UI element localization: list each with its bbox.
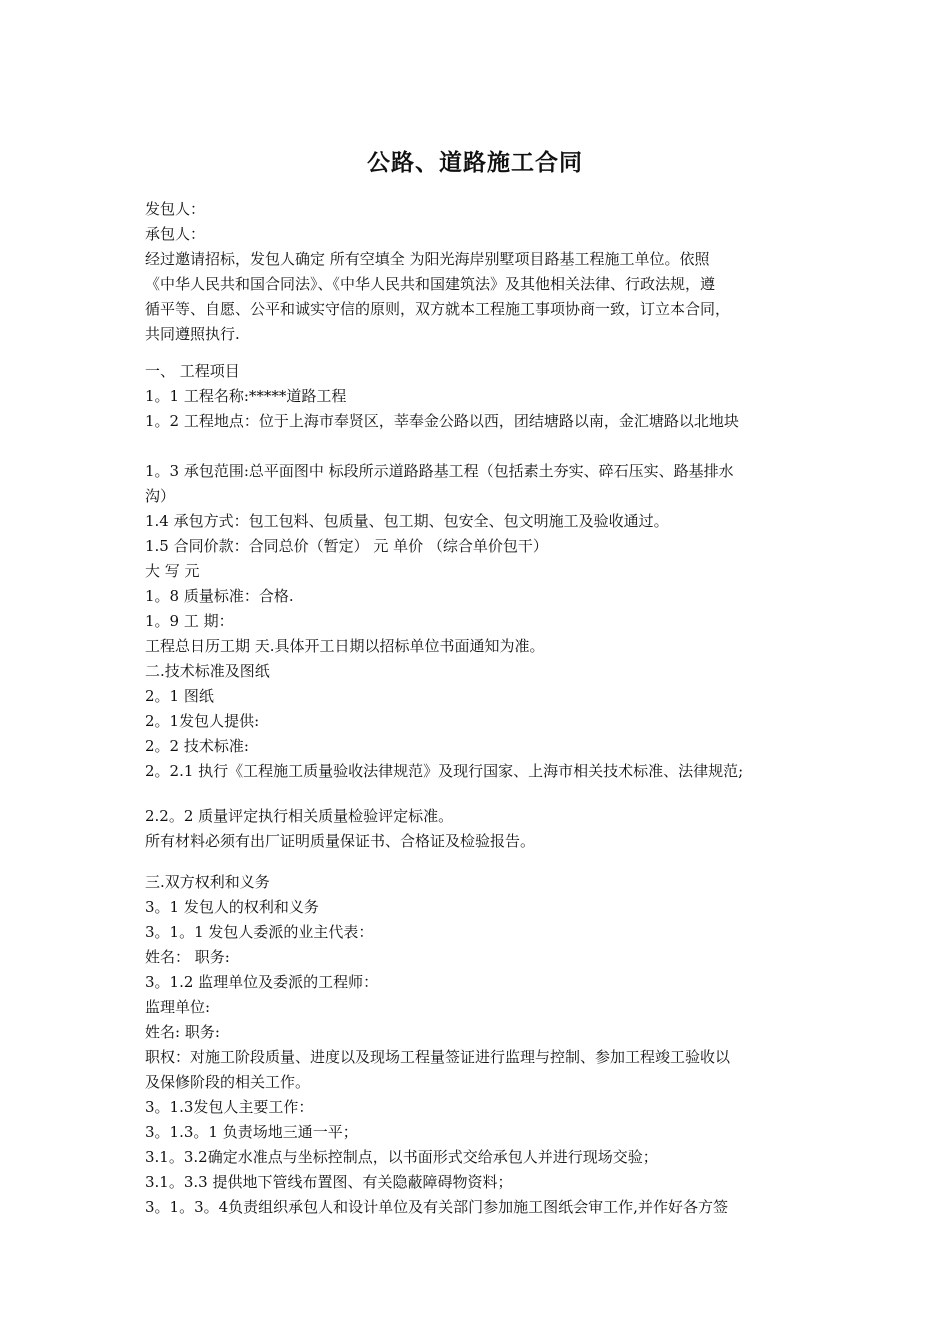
clause-line: 3。1。3。4负责组织承包人和设计单位及有关部门参加施工图纸会审工作,并作好各方签 — [145, 1198, 728, 1216]
preamble-line: 循平等、自愿、公平和诚实守信的原则，双方就本工程施工事项协商一致，订立本合同， — [145, 300, 731, 318]
clause-line: 3。1.2 监理单位及委派的工程师： — [145, 973, 379, 991]
clause-line: 及保修阶段的相关工作。 — [145, 1073, 311, 1091]
section-heading: 一、 工程项目 — [145, 362, 240, 380]
clause-line: 沟） — [145, 487, 176, 505]
clause-line: 所有材料必须有出厂证明质量保证书、合格证及检验报告。 — [145, 832, 536, 850]
clause-line: 2。2.1 执行《工程施工质量验收法律规范》及现行国家、上海市相关技术标准、法律规范; — [145, 762, 744, 780]
clause-line: 监理单位: — [145, 998, 211, 1016]
section-heading: 三.双方权利和义务 — [145, 873, 270, 891]
contract-body — [145, 197, 815, 1220]
clause-line: 1。2 工程地点：位于上海市奉贤区，莘奉金公路以西，团结塘路以南，金汇塘路以北地块 — [145, 412, 739, 430]
clause-line: 3.1。3.2确定水准点与坐标控制点，以书面形式交给承包人并进行现场交验； — [145, 1148, 658, 1166]
clause-line: 3。1。1 发包人委派的业主代表： — [145, 923, 374, 941]
clause-line: 大 写 元 — [145, 562, 200, 580]
document-title: 公路、道路施工合同 — [367, 150, 583, 176]
clause-line: 姓名： 职务: — [145, 948, 230, 966]
contractor-line: 承包人： — [145, 225, 206, 243]
clause-line: 工程总日历工期 天.具体开工日期以招标单位书面通知为准。 — [145, 637, 545, 655]
clause-line: 1。1 工程名称:*****道路工程 — [145, 387, 347, 405]
clause-line: 3。1.3。1 负责场地三通一平； — [145, 1123, 358, 1141]
clause-line: 2。1发包人提供: — [145, 712, 260, 730]
clause-line: 3。1.3发包人主要工作： — [145, 1098, 314, 1116]
clause-line: 2。2 技术标准: — [145, 737, 249, 755]
clause-line: 3.1。3.3 提供地下管线布置图、有关隐蔽障碍物资料； — [145, 1173, 513, 1191]
preamble-line: 《中华人民共和国合同法》、《中华人民共和国建筑法》及其他相关法律、行政法规，遵 — [145, 275, 716, 293]
clause-line: 1.4 承包方式：包工包料、包质量、包工期、包安全、包文明施工及验收通过。 — [145, 512, 669, 530]
clause-line: 1。8 质量标准：合格. — [145, 587, 294, 605]
section-heading: 二.技术标准及图纸 — [145, 662, 270, 680]
clause-line: 职权：对施工阶段质量、进度以及现场工程量签证进行监理与控制、参加工程竣工验收以 — [145, 1048, 731, 1066]
clause-line: 1。3 承包范围:总平面图中 标段所示道路路基工程（包括素土夯实、碎石压实、路基排水 — [145, 462, 734, 480]
clause-line: 1。9 工 期： — [145, 612, 234, 630]
clause-line: 姓名: 职务: — [145, 1023, 220, 1041]
clause-line: 2。1 图纸 — [145, 687, 214, 705]
preamble-line: 共同遵照执行. — [145, 325, 240, 343]
clause-line: 3。1 发包人的权利和义务 — [145, 898, 319, 916]
preamble-line: 经过邀请招标，发包人确定 所有空填全 为阳光海岸别墅项目路基工程施工单位。依照 — [145, 250, 710, 268]
clause-line: 1.5 合同价款：合同总价（暂定） 元 单价 （综合单价包干） — [145, 537, 548, 555]
employer-line: 发包人： — [145, 200, 206, 218]
clause-line: 2.2。2 质量评定执行相关质量检验评定标准。 — [145, 807, 454, 825]
